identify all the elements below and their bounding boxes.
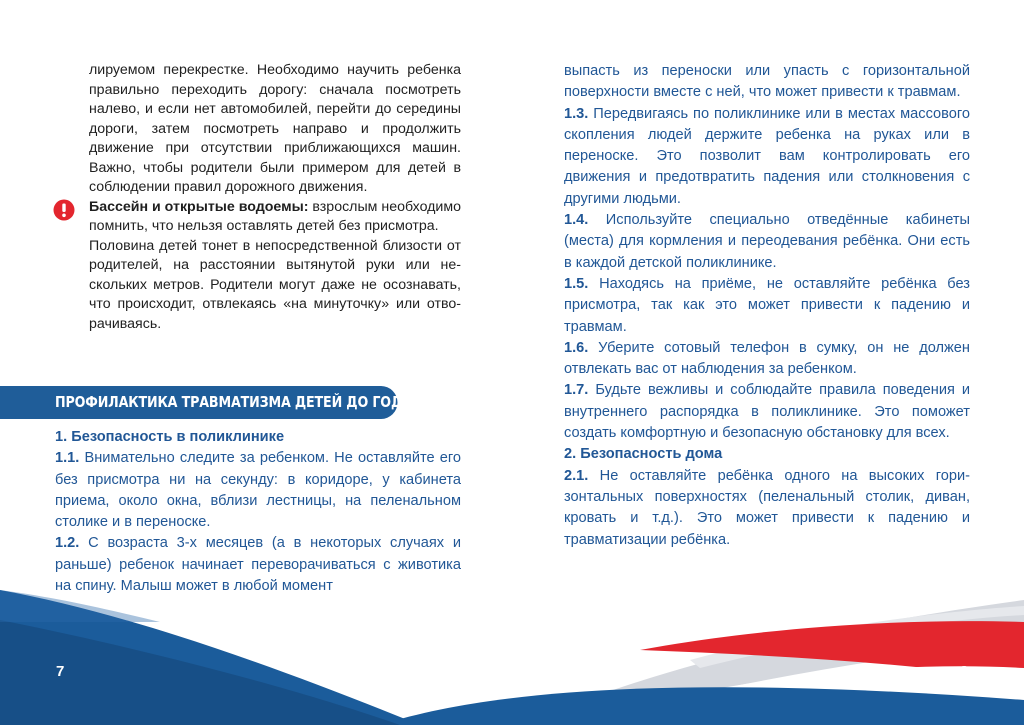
continuation-text: выпасть из переноски или упасть с горизонтальной поверхности вместе с ней, что может привести к травмам. <box>564 63 970 101</box>
item-2-1 <box>564 466 970 551</box>
item-1-5-text: Находясь на приёме, не оставляйте ребёнка без присмотра, так как это может привести к падению и травмам. <box>564 275 970 335</box>
section-title: ПРОФИЛАКТИКА ТРАВМАТИЗМА ДЕТЕЙ ДО ГОДА <box>55 393 412 411</box>
home-heading: 2. Безопасность дома <box>564 446 723 463</box>
section-banner <box>0 386 412 419</box>
item-1-1-number: 1.1. <box>55 450 80 467</box>
item-1-1 <box>55 448 461 533</box>
page-number-right: 8 <box>960 663 969 680</box>
pool-paragraph: Половина детей тонет в непосредственной близости от родителей, на расстоянии вытянутой руки или нескольких метров. Родители могут даже не осознавать, что происходит, отвлекаясь «на минуточку» или отворачиваясь. <box>89 237 461 332</box>
exclamation-circle-icon <box>53 199 75 221</box>
item-1-5 <box>564 274 970 338</box>
pool-text: взрослым необходимо помнить, что нельзя оставлять детей без присмотра. <box>89 198 461 234</box>
item-1-3-text: Передвигаясь по поликлинике или в местах массового скопления людей держите ребенка на руках или в переноске. Это позволит вам контролировать его движения и предотвратить падения или столкновения с другими людьми. <box>564 105 970 207</box>
item-1-4-number: 1.4. <box>564 212 589 229</box>
page-number-left: 7 <box>56 663 65 680</box>
item-1-4-text: Используйте специально отведённые кабинеты (места) для кормления и переодевания ребёнка. Они есть в каждой детской поликлинике. <box>564 212 970 271</box>
clinic-heading: 1. Безопасность в поликлинике <box>55 429 285 445</box>
item-1-5-number: 1.5. <box>564 275 589 292</box>
right-blue-column <box>564 61 970 551</box>
pool-heading: Бассейн и открытые водоемы: <box>89 198 309 215</box>
item-1-7-text: Будьте вежливы и соблюдайте правила поведения и внутреннего распорядка в поликлинике. Это поможет создать комфортную и безопасную обстановку для всех. <box>564 382 970 442</box>
item-1-4 <box>564 210 970 274</box>
item-1-7 <box>564 380 970 444</box>
item-1-1-text: Внимательно следите за ребенком. Не оставляйте его без присмотра ни на секунду: в коридоре, у кабинета приема, около окна, вблизи лестницы, на пеленальном столике и в переноске. <box>55 450 461 531</box>
item-1-6-number: 1.6. <box>564 339 589 356</box>
item-1-6-text: Уберите сотовый телефон в сумку, он не должен отвлекать вас от наблюдения за ребенком. <box>564 339 970 378</box>
item-1-2-text: С возраста 3-х месяцев (а в некоторых случаях и раньше) ребенок начинает переворачиваться с животика на спину. Малыш может в любой момент <box>55 535 461 595</box>
item-1-3 <box>564 104 970 210</box>
item-2-1-text: Не оставляйте ребёнка одного на высоких горизонтальных поверхностях (пеленальный столик, диван, кровать и т.д.). Это может привести к падению и травматизации ребёнка. <box>564 467 970 548</box>
left-blue-column <box>55 427 461 597</box>
item-1-2 <box>55 533 461 597</box>
item-1-7-number: 1.7. <box>564 382 589 399</box>
paragraph-intro: лируемом перекрестке. Необходимо научить ребенка правильно переходить дорогу: сначала посмотреть налево, и если нет автомобилей, перейти до середины дороги, затем посмотреть направо и продолжить движение при отсутствии приближающихся машин. Важно, чтобы родители были примером для детей в соблюдении правил дорожного движения. <box>89 62 461 195</box>
item-2-1-number: 2.1. <box>564 467 589 484</box>
item-1-2-number: 1.2. <box>55 535 80 552</box>
item-1-6 <box>564 338 970 381</box>
pool-paragraph-lead <box>89 198 461 237</box>
left-body-text <box>89 61 461 334</box>
item-1-3-number: 1.3. <box>564 105 589 122</box>
